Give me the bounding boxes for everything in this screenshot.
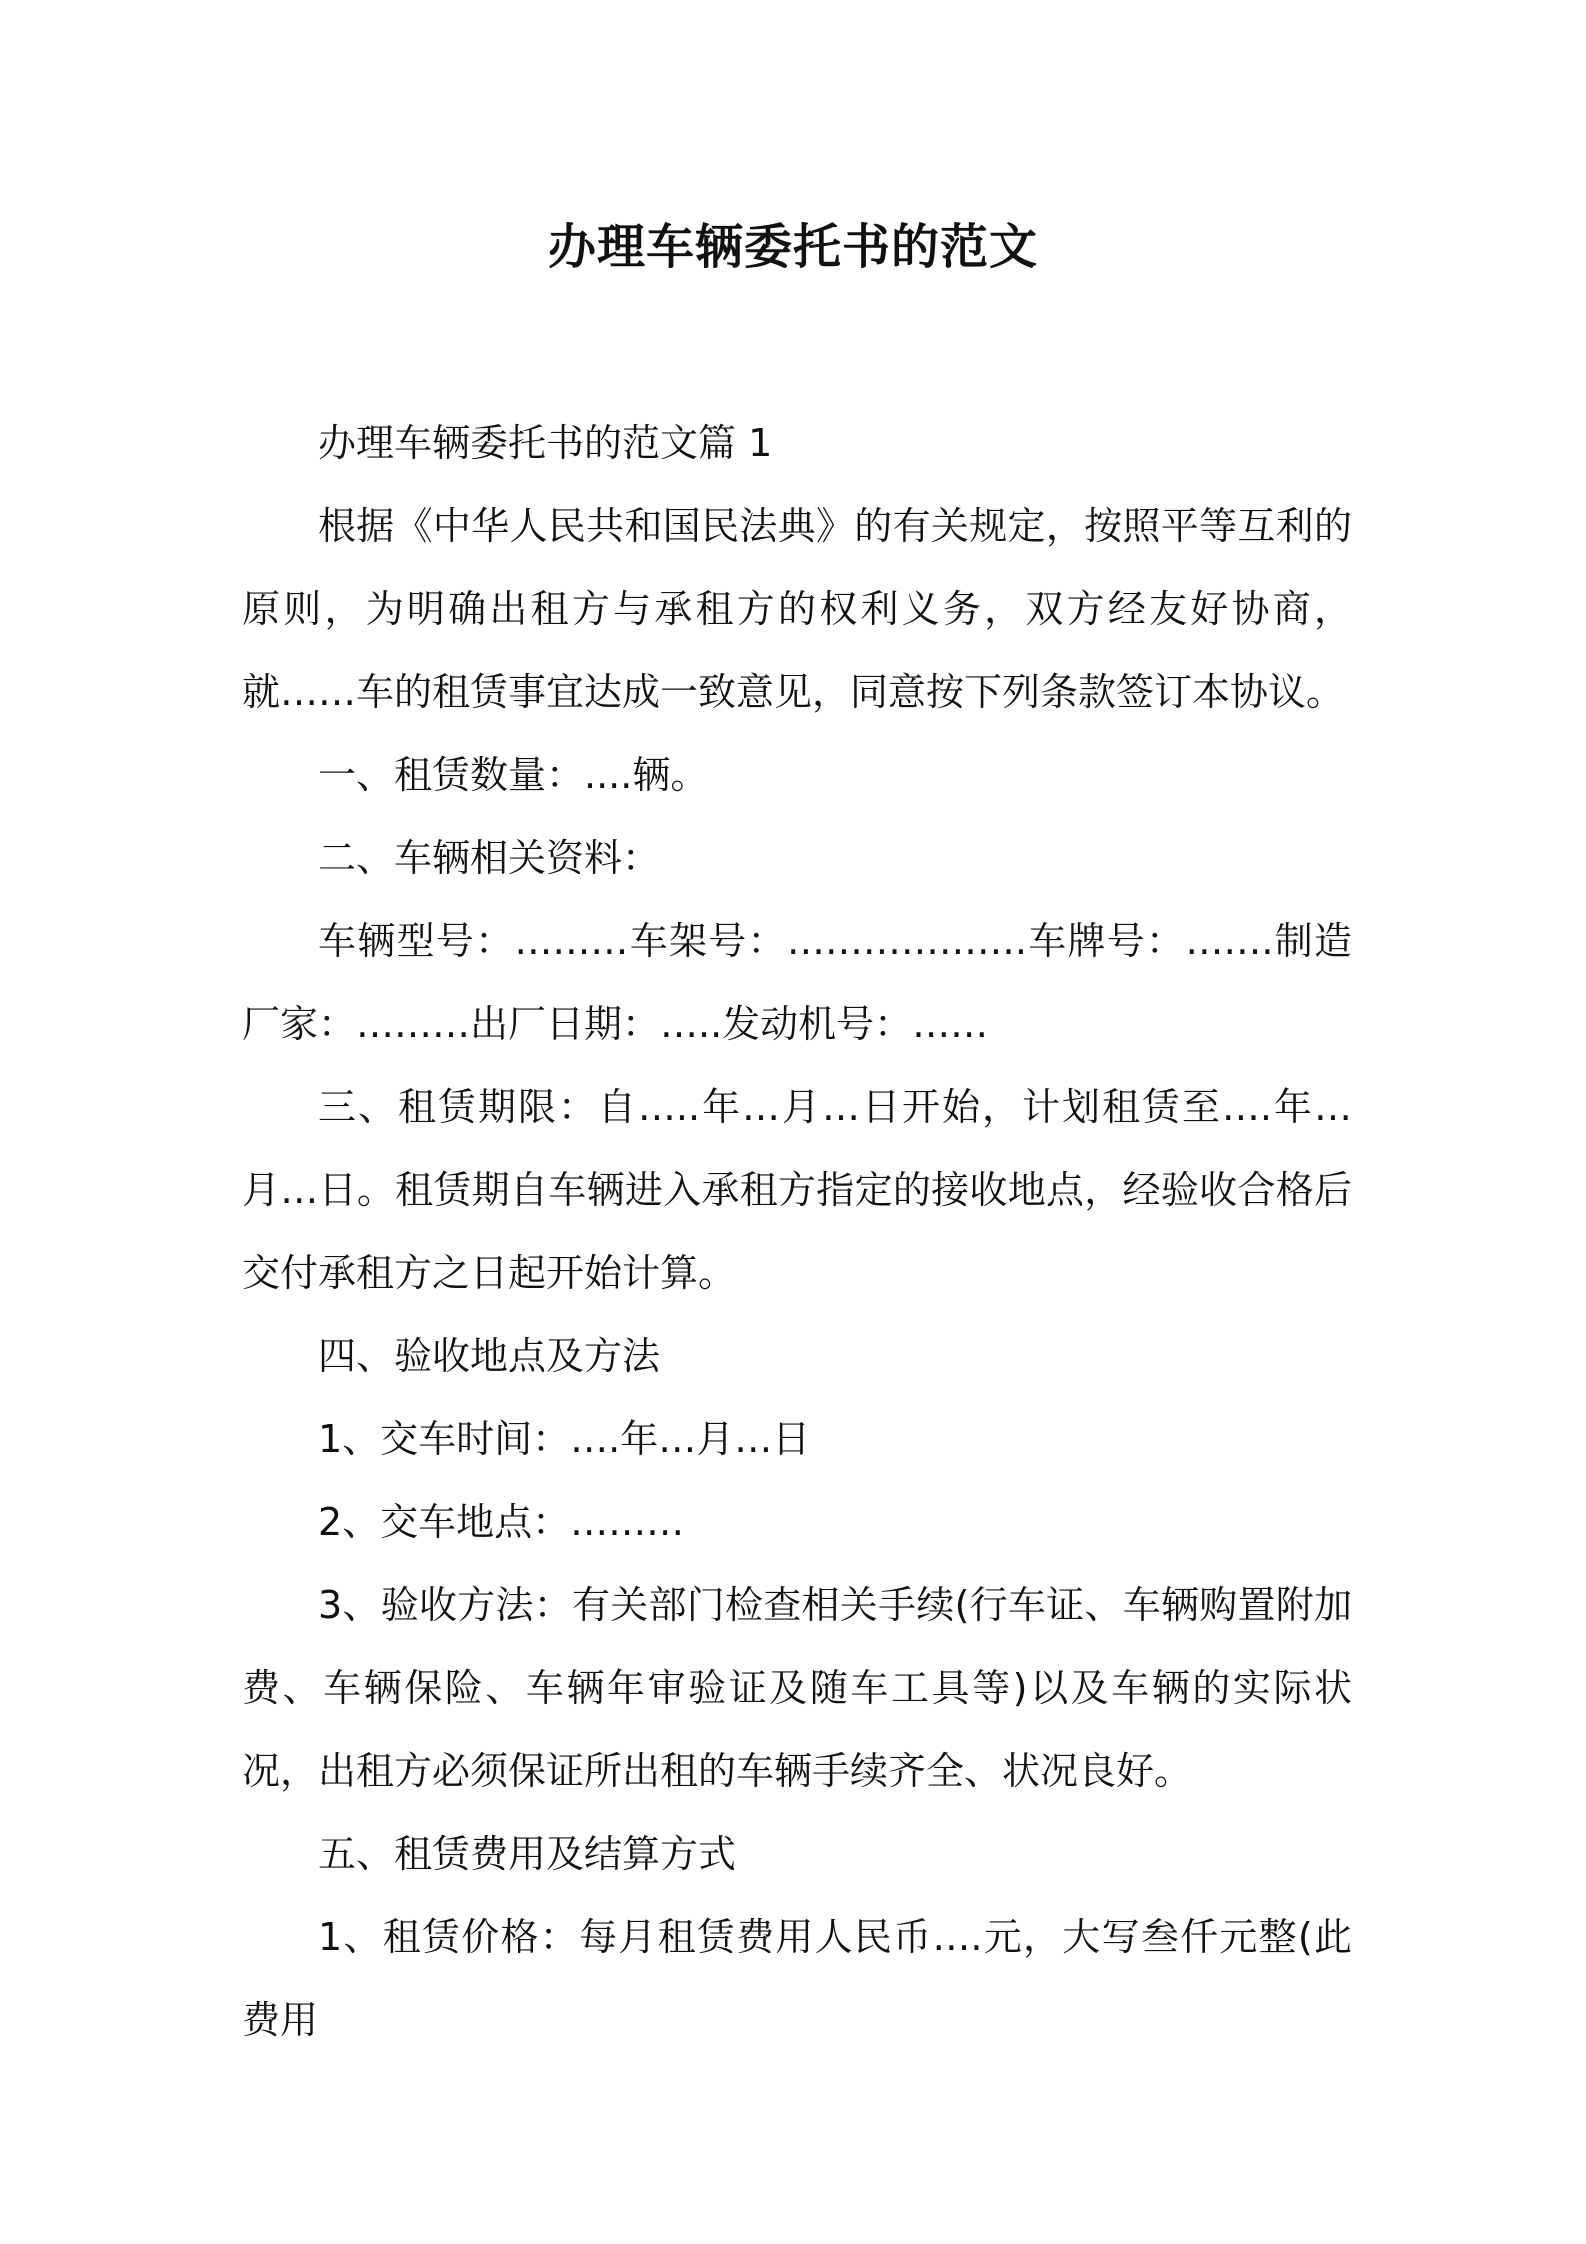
document-title: 办理车辆委托书的范文: [547, 219, 1038, 275]
clause-rental-price: 1、租赁价格：每月租赁费用人民币….元，大写叁仟元整(此费用: [242, 1915, 1352, 2042]
clause-rental-period: 三、租赁期限：自…..年…月…日开始，计划租赁至….年…月…日。租赁期自车辆进入承租方指定的接收地点，经验收合格后交付承租方之日起开始计算。: [242, 1085, 1352, 1295]
clause-fees-heading: 五、租赁费用及结算方式: [318, 1832, 737, 1876]
clause-acceptance-method: 3、验收方法：有关部门检查相关手续(行车证、车辆购置附加费、车辆保险、车辆年审验证及随车工具等)以及车辆的实际状况，出租方必须保证所出租的车辆手续齐全、状况良好。: [242, 1583, 1352, 1793]
clause-rental-quantity: 一、租赁数量：....辆。: [318, 753, 709, 797]
intro-paragraph: 根据《中华人民共和国民法典》的有关规定，按照平等互利的原则，为明确出租方与承租方的权利义务，双方经友好协商，就……车的租赁事宜达成一致意见，同意按下列条款签订本协议。: [242, 504, 1352, 714]
clause-delivery-time: 1、交车时间：….年…月…日: [318, 1417, 811, 1461]
clause-acceptance-heading: 四、验收地点及方法: [318, 1334, 661, 1378]
section-heading: 办理车辆委托书的范文篇 1: [318, 421, 773, 465]
clause-vehicle-info: 车辆型号：………车架号：……………….车牌号：…….制造厂家：………出厂日期：…..发动机号：……: [242, 919, 1352, 1046]
document-body: [242, 402, 1352, 2062]
clause-vehicle-info-heading: 二、车辆相关资料：: [318, 836, 661, 880]
clause-delivery-place: 2、交车地点：………: [318, 1500, 685, 1544]
